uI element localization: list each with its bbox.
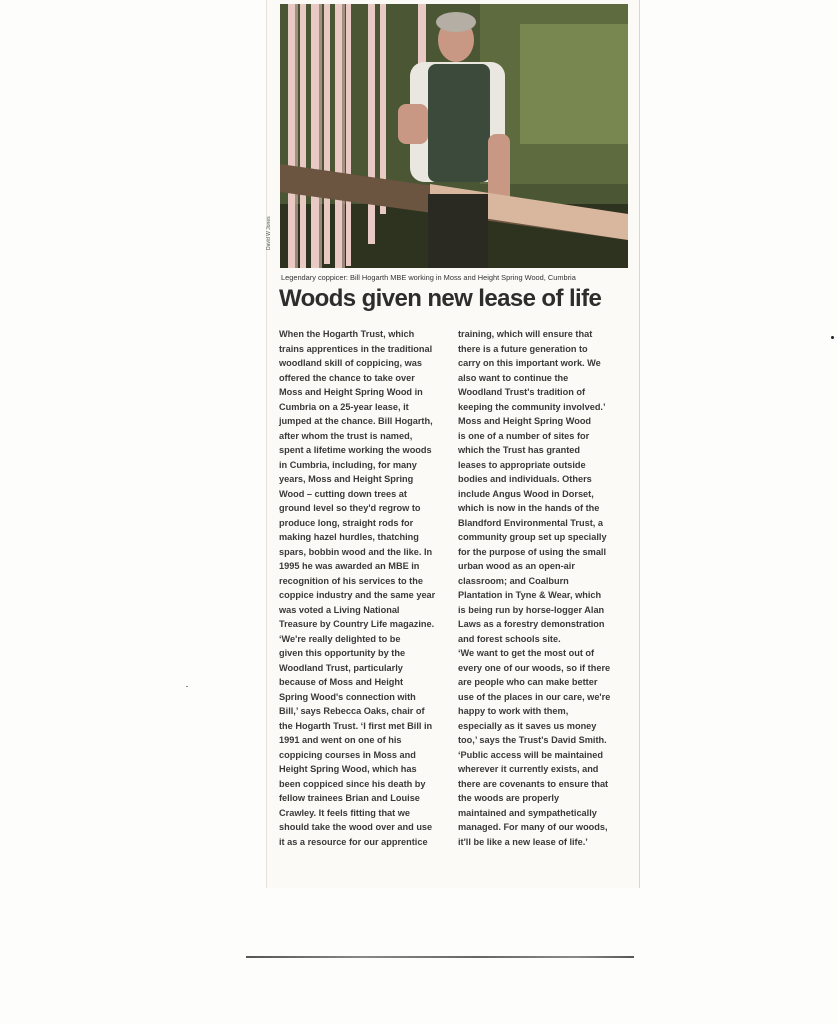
body-line: When the Hogarth Trust, which <box>279 329 415 339</box>
body-line: maintained and sympathetically <box>458 807 597 818</box>
body-line: jumped at the chance. Bill Hogarth, <box>279 416 433 426</box>
body-line: wherever it currently exists, and <box>458 764 599 774</box>
body-line: was voted a Living National <box>279 604 400 615</box>
body-line: fellow trainees Brian and Louise <box>279 793 420 803</box>
article-column-right <box>458 327 630 849</box>
body-line: community group set up specially <box>458 532 607 542</box>
body-line: offered the chance to take over <box>279 372 415 383</box>
body-line: ground level so they'd regrow to <box>279 503 421 513</box>
body-line: produce long, straight rods for <box>279 517 414 528</box>
body-line: it'll be like a new lease of life.’ <box>458 836 588 847</box>
body-line: Plantation in Tyne & Wear, which <box>458 590 602 600</box>
body-line: coppicing courses in Moss and <box>279 749 416 760</box>
body-line: Cumbria on a 25-year lease, it <box>279 401 409 412</box>
body-line: Moss and Height Spring Wood <box>458 416 592 426</box>
body-line: after whom the trust is named, <box>279 430 413 441</box>
body-line: it as a resource for our apprentice <box>279 836 428 847</box>
body-line: Crawley. It feels fitting that we <box>279 807 411 818</box>
body-line: 1991 and went on one of his <box>279 735 402 745</box>
body-line: been coppiced since his death by <box>279 778 426 789</box>
body-line: making hazel hurdles, thatching <box>279 532 419 542</box>
body-line: Spring Wood's connection with <box>279 691 416 702</box>
body-line: happy to work with them, <box>458 706 569 716</box>
body-line: trains apprentices in the traditional <box>279 343 433 354</box>
body-line: 1995 he was awarded an MBE in <box>279 561 420 571</box>
body-line: use of the places in our care, we're <box>458 691 611 702</box>
body-line: in Cumbria, including, for many <box>279 459 417 470</box>
body-line: urban wood as an open-air <box>458 561 575 571</box>
body-line: which is now in the hands of the <box>458 503 600 513</box>
body-line: Moss and Height Spring Wood in <box>279 387 423 397</box>
body-line: also want to continue the <box>458 372 569 383</box>
scan-speck <box>186 686 188 687</box>
body-line: Bill,’ says Rebecca Oaks, chair of <box>279 706 425 716</box>
headline: Woods given new lease of life <box>279 285 602 312</box>
body-line: spent a lifetime working the woods <box>279 445 432 455</box>
body-line: include Angus Wood in Dorset, <box>458 488 594 499</box>
body-line: Woodland Trust, particularly <box>279 662 403 673</box>
body-line: the Hogarth Trust. ‘I first met Bill in <box>279 720 433 731</box>
body-line: Laws as a forestry demonstration <box>458 619 605 629</box>
scan-edge-line <box>246 956 634 958</box>
body-line: ‘We're really delighted to be <box>279 633 401 644</box>
body-line: ‘We want to get the most out of <box>458 648 595 658</box>
coppicer-photo <box>280 4 628 268</box>
body-line: there is a future generation to <box>458 343 588 354</box>
body-line: years, Moss and Height Spring <box>279 474 414 484</box>
body-line: Height Spring Wood, which has <box>279 764 417 774</box>
body-line: classroom; and Coalburn <box>458 575 569 586</box>
body-line: because of Moss and Height <box>279 677 404 687</box>
body-line: the woods are properly <box>458 793 560 803</box>
body-line: coppice industry and the same year <box>279 590 436 600</box>
body-line: woodland skill of coppicing, was <box>279 358 422 368</box>
body-line: should take the wood over and use <box>279 822 433 832</box>
body-line: given this opportunity by the <box>279 648 406 658</box>
body-line: Treasure by Country Life magazine. <box>279 619 435 629</box>
body-line: training, which will ensure that <box>458 329 593 339</box>
body-line: managed. For many of our woods, <box>458 822 608 832</box>
body-line: which the Trust has granted <box>458 445 581 455</box>
body-line: and forest schools site. <box>458 633 561 644</box>
body-line: keeping the community involved.’ <box>458 401 606 412</box>
body-line: spars, bobbin wood and the like. In <box>279 546 433 557</box>
body-line: Woodland Trust's tradition of <box>458 387 586 397</box>
body-line: too,’ says the Trust's David Smith. <box>458 735 607 745</box>
body-line: Blandford Environmental Trust, a <box>458 517 603 528</box>
body-line: every one of our woods, so if there <box>458 662 611 673</box>
body-line: are people who can make better <box>458 677 598 687</box>
body-line: leases to appropriate outside <box>458 459 586 470</box>
body-line: especially as it saves us money <box>458 720 597 731</box>
body-line: for the purpose of using the small <box>458 546 607 557</box>
scan-speck <box>831 336 834 339</box>
photo-caption: Legendary coppicer: Bill Hogarth MBE working in Moss and Height Spring Wood, Cumbria <box>281 273 576 282</box>
body-line: recognition of his services to the <box>279 575 423 586</box>
body-line: ‘Public access will be maintained <box>458 749 604 760</box>
body-line: carry on this important work. We <box>458 358 601 368</box>
body-line: is one of a number of sites for <box>458 430 590 441</box>
body-line: bodies and individuals. Others <box>458 474 592 484</box>
article-column-left <box>279 327 457 849</box>
body-line: Wood – cutting down trees at <box>279 488 407 499</box>
body-line: is being run by horse-logger Alan <box>458 604 605 615</box>
body-line: there are covenants to ensure that <box>458 778 609 789</box>
